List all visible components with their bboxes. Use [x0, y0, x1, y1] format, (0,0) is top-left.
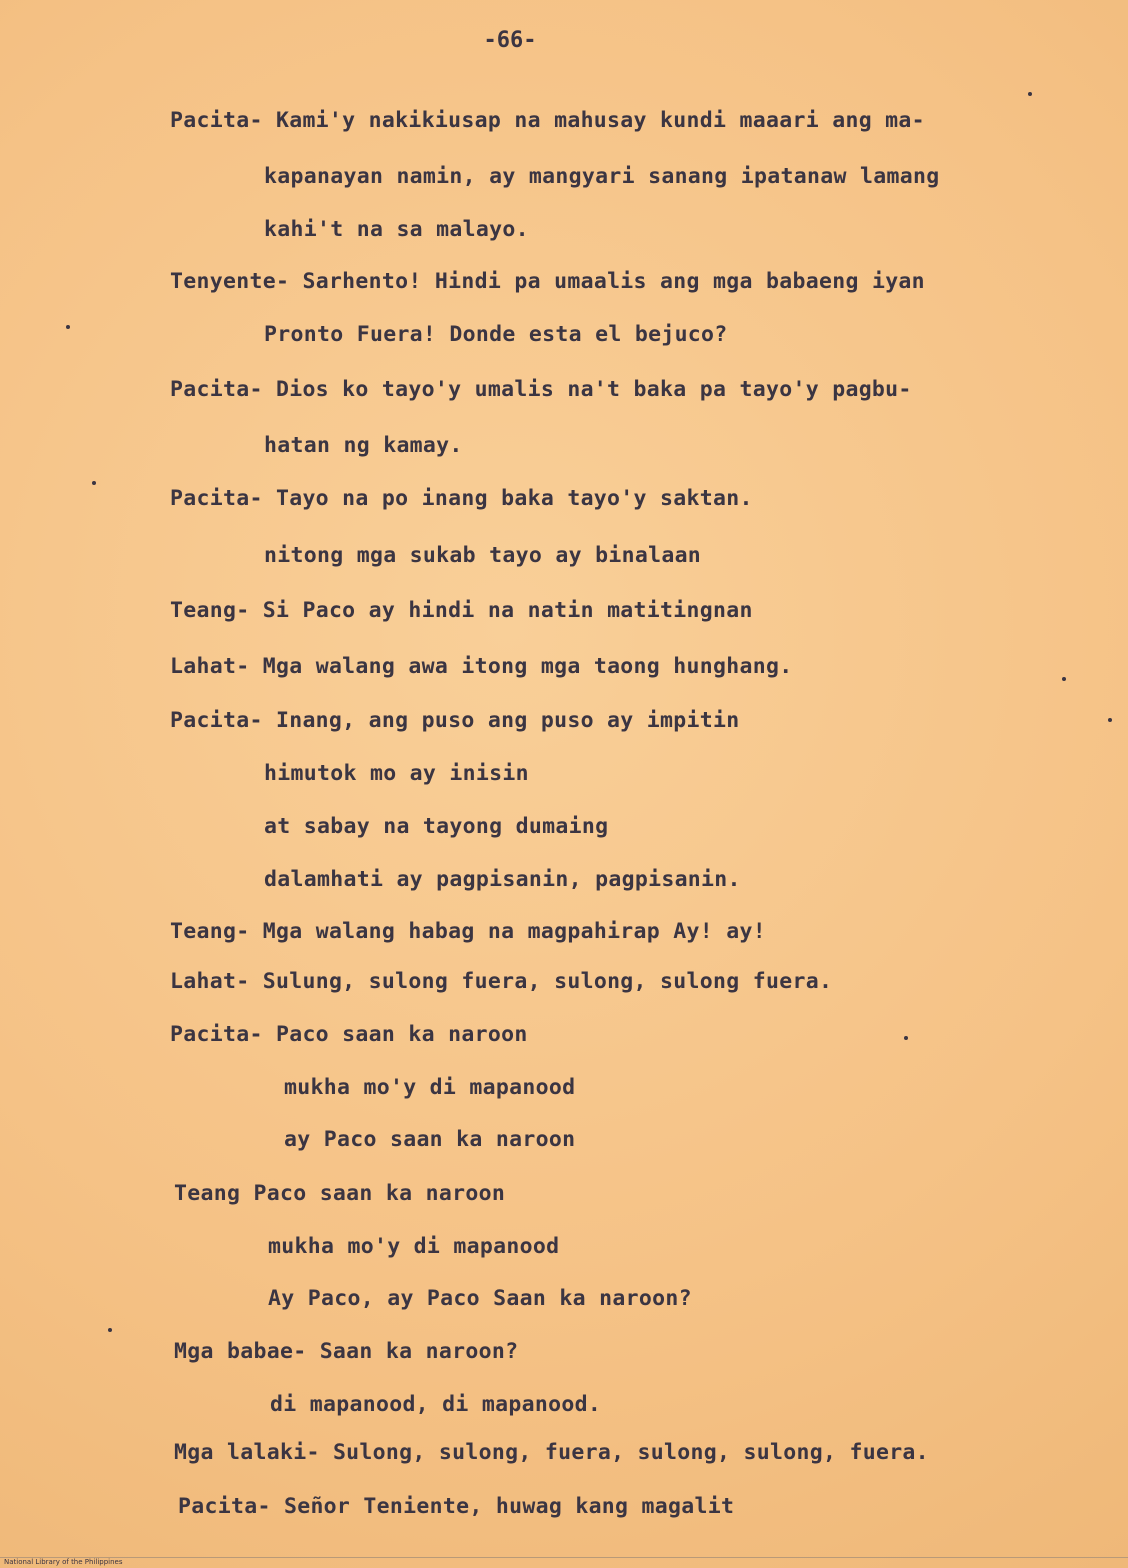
script-line [170, 108, 925, 133]
script-line [264, 217, 529, 242]
dialogue-text: mukha mo'y di mapanood [268, 1234, 560, 1259]
script-line [170, 708, 740, 733]
speaker-label: Mga lalaki- [174, 1440, 333, 1465]
dialogue-text: Kami'y nakikiusap na mahusay kundi maaari ang ma- [275, 108, 925, 133]
dialogue-text: at sabay na tayong dumaing [264, 814, 609, 839]
speaker-label: Pacita- [178, 1494, 284, 1519]
script-line [264, 433, 463, 458]
footer-rule [0, 1557, 1128, 1558]
paper-speck [108, 1328, 112, 1332]
dialogue-text: kapanayan namin, ay mangyari sanang ipatanaw lamang [264, 164, 940, 189]
speaker-label: Teang- [170, 919, 263, 944]
script-line [170, 377, 912, 402]
script-line [264, 814, 608, 839]
speaker-label: Tenyente- [170, 269, 303, 294]
page-number: -66- [483, 28, 537, 53]
speaker-label: Lahat- [170, 654, 263, 679]
speaker-label: Pacita- [170, 1022, 276, 1047]
speaker-label: Pacita- [170, 486, 276, 511]
paper-speck [1028, 92, 1032, 96]
script-line [174, 1181, 505, 1206]
dialogue-text: Pronto Fuera! Donde esta el bejuco? [264, 322, 728, 347]
dialogue-text: kahi't na sa malayo. [264, 217, 529, 242]
dialogue-text: Mga walang awa itong mga taong hunghang. [262, 654, 793, 679]
dialogue-text: Mga walang habag na magpahirap Ay! ay! [262, 919, 766, 944]
speaker-label: Pacita- [170, 708, 276, 733]
speaker-label: Teang- [170, 598, 263, 623]
script-line [170, 1022, 528, 1047]
dialogue-text: mukha mo'y di mapanood [284, 1075, 576, 1100]
script-line [170, 269, 925, 294]
dialogue-text: Paco saan ka naroon [275, 1022, 528, 1047]
script-line [170, 919, 766, 944]
script-line [170, 654, 792, 679]
dialogue-text: Ay Paco, ay Paco Saan ka naroon? [268, 1286, 692, 1311]
dialogue-text: Inang, ang puso ang puso ay impitin [275, 708, 740, 733]
script-line [264, 867, 741, 892]
dialogue-text: dalamhati ay pagpisanin, pagpisanin. [264, 867, 741, 892]
script-line [264, 761, 529, 786]
script-line [264, 543, 701, 568]
footer-credit: National Library of the Philippines [4, 1558, 123, 1566]
script-line [264, 164, 939, 189]
script-line [284, 1075, 575, 1100]
script-line [170, 969, 832, 994]
script-line [268, 1234, 559, 1259]
speaker-label: Mga babae- [174, 1339, 320, 1364]
paper-speck [92, 481, 96, 485]
dialogue-text: Señor Teniente, huwag kang magalit [283, 1494, 735, 1519]
script-line [174, 1339, 518, 1364]
dialogue-text: Dios ko tayo'y umalis na't baka pa tayo'y pagbu- [275, 377, 912, 402]
speaker-label: Lahat- [170, 969, 263, 994]
dialogue-text: Paco saan ka naroon [253, 1181, 506, 1206]
dialogue-text: Si Paco ay hindi na natin matitingnan [262, 598, 753, 623]
speaker-label: Pacita- [170, 377, 276, 402]
speaker-label: Teang [174, 1181, 254, 1206]
script-line [170, 598, 753, 623]
dialogue-text: Tayo na po inang baka tayo'y saktan. [275, 486, 753, 511]
script-line [174, 1440, 929, 1465]
dialogue-text: nitong mga sukab tayo ay binalaan [264, 543, 702, 568]
dialogue-text: Sarhento! Hindi pa umaalis ang mga babaeng iyan [302, 269, 925, 294]
dialogue-text: Saan ka naroon? [319, 1339, 519, 1364]
script-line [170, 486, 753, 511]
paper-speck [1108, 718, 1112, 722]
dialogue-text: ay Paco saan ka naroon [284, 1127, 576, 1152]
speaker-label: Pacita- [170, 108, 276, 133]
dialogue-text: Sulong, sulong, fuera, sulong, sulong, fuera. [332, 1440, 929, 1465]
script-line [270, 1392, 601, 1417]
script-line [268, 1286, 692, 1311]
paper-speck [66, 325, 70, 329]
dialogue-text: di mapanood, di mapanood. [270, 1392, 602, 1417]
script-line [284, 1127, 575, 1152]
dialogue-text: hatan ng kamay. [264, 433, 463, 458]
paper-speck [1062, 677, 1066, 681]
dialogue-text: himutok mo ay inisin [264, 761, 529, 786]
paper-speck [904, 1036, 908, 1040]
script-line [178, 1494, 734, 1519]
script-line [264, 322, 728, 347]
dialogue-text: Sulung, sulong fuera, sulong, sulong fuera. [262, 969, 833, 994]
